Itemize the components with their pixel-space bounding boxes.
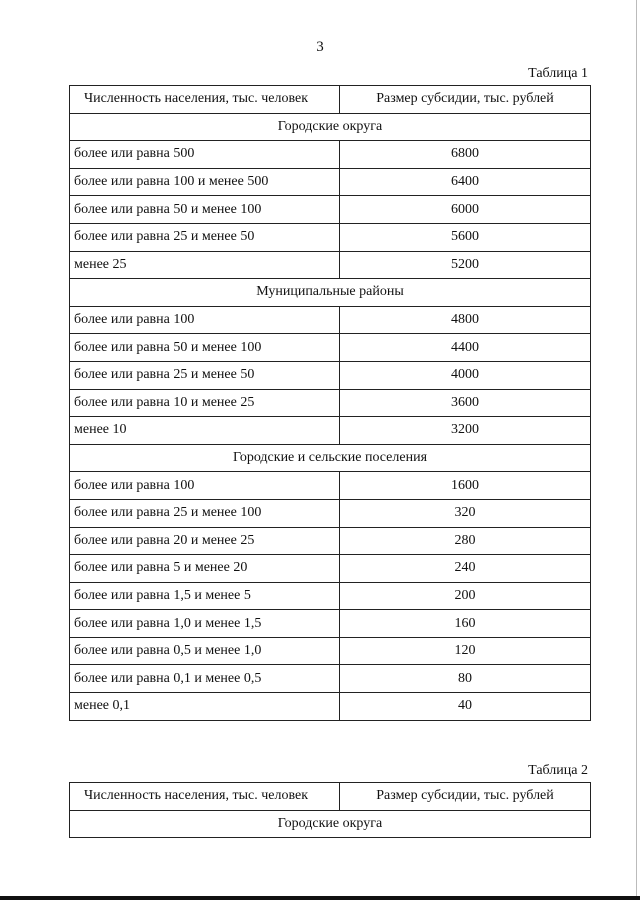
table-header-row <box>70 86 591 114</box>
table-row <box>70 610 591 638</box>
subsidy-value: 240 <box>340 555 591 583</box>
table-row <box>70 334 591 362</box>
population-range: более или равна 1,5 и менее 5 <box>70 582 340 610</box>
subsidy-value: 160 <box>340 610 591 638</box>
table-row <box>70 472 591 500</box>
header-subsidy: Размер субсидии, тыс. рублей <box>340 783 591 811</box>
subsidy-table-2 <box>69 782 591 838</box>
population-range: менее 25 <box>70 251 340 279</box>
population-range: более или равна 50 и менее 100 <box>70 196 340 224</box>
table-row <box>70 582 591 610</box>
population-range: более или равна 25 и менее 50 <box>70 223 340 251</box>
table-row <box>70 637 591 665</box>
table-row <box>70 306 591 334</box>
subsidy-value: 4000 <box>340 361 591 389</box>
subsidy-table-1 <box>69 85 591 721</box>
population-range: более или равна 20 и менее 25 <box>70 527 340 555</box>
section-row <box>70 810 591 838</box>
population-range: более или равна 10 и менее 25 <box>70 389 340 417</box>
subsidy-value: 6800 <box>340 141 591 169</box>
subsidy-value: 4400 <box>340 334 591 362</box>
table-row <box>70 417 591 445</box>
section-row <box>70 444 591 472</box>
subsidy-value: 320 <box>340 499 591 527</box>
header-population: Численность населения, тыс. человек <box>70 86 340 114</box>
population-range: более или равна 500 <box>70 141 340 169</box>
subsidy-value: 6000 <box>340 196 591 224</box>
section-title: Городские округа <box>70 113 591 141</box>
population-range: более или равна 0,5 и менее 1,0 <box>70 637 340 665</box>
subsidy-value: 5200 <box>340 251 591 279</box>
table-row <box>70 223 591 251</box>
subsidy-value: 6400 <box>340 168 591 196</box>
scan-edge <box>636 0 637 900</box>
page-number: 3 <box>316 39 324 55</box>
population-range: более или равна 0,1 и менее 0,5 <box>70 665 340 693</box>
table-row <box>70 527 591 555</box>
subsidy-value: 40 <box>340 693 591 721</box>
population-range: менее 0,1 <box>70 693 340 721</box>
header-subsidy: Размер субсидии, тыс. рублей <box>340 86 591 114</box>
section-row <box>70 279 591 307</box>
subsidy-value: 280 <box>340 527 591 555</box>
section-title: Муниципальные районы <box>70 279 591 307</box>
table-2-caption: Таблица 2 <box>528 763 588 778</box>
subsidy-value: 120 <box>340 637 591 665</box>
table-row <box>70 361 591 389</box>
population-range: более или равна 1,0 и менее 1,5 <box>70 610 340 638</box>
table-row <box>70 389 591 417</box>
population-range: более или равна 100 <box>70 306 340 334</box>
population-range: более или равна 50 и менее 100 <box>70 334 340 362</box>
table-row <box>70 693 591 721</box>
table-row <box>70 141 591 169</box>
subsidy-value: 5600 <box>340 223 591 251</box>
section-row <box>70 113 591 141</box>
table-header-row <box>70 783 591 811</box>
table-row <box>70 555 591 583</box>
table-row <box>70 168 591 196</box>
population-range: менее 10 <box>70 417 340 445</box>
population-range: более или равна 100 <box>70 472 340 500</box>
subsidy-value: 3200 <box>340 417 591 445</box>
subsidy-value: 80 <box>340 665 591 693</box>
population-range: более или равна 5 и менее 20 <box>70 555 340 583</box>
population-range: более или равна 25 и менее 50 <box>70 361 340 389</box>
population-range: более или равна 25 и менее 100 <box>70 499 340 527</box>
population-range: более или равна 100 и менее 500 <box>70 168 340 196</box>
section-title: Городские округа <box>70 810 591 838</box>
header-population: Численность населения, тыс. человек <box>70 783 340 811</box>
subsidy-value: 3600 <box>340 389 591 417</box>
section-title: Городские и сельские поселения <box>70 444 591 472</box>
table-row <box>70 251 591 279</box>
subsidy-value: 200 <box>340 582 591 610</box>
scan-bottom-border <box>0 896 640 900</box>
table-row <box>70 499 591 527</box>
table-row <box>70 196 591 224</box>
table-1-caption: Таблица 1 <box>528 66 588 81</box>
table-row <box>70 665 591 693</box>
subsidy-value: 1600 <box>340 472 591 500</box>
subsidy-value: 4800 <box>340 306 591 334</box>
